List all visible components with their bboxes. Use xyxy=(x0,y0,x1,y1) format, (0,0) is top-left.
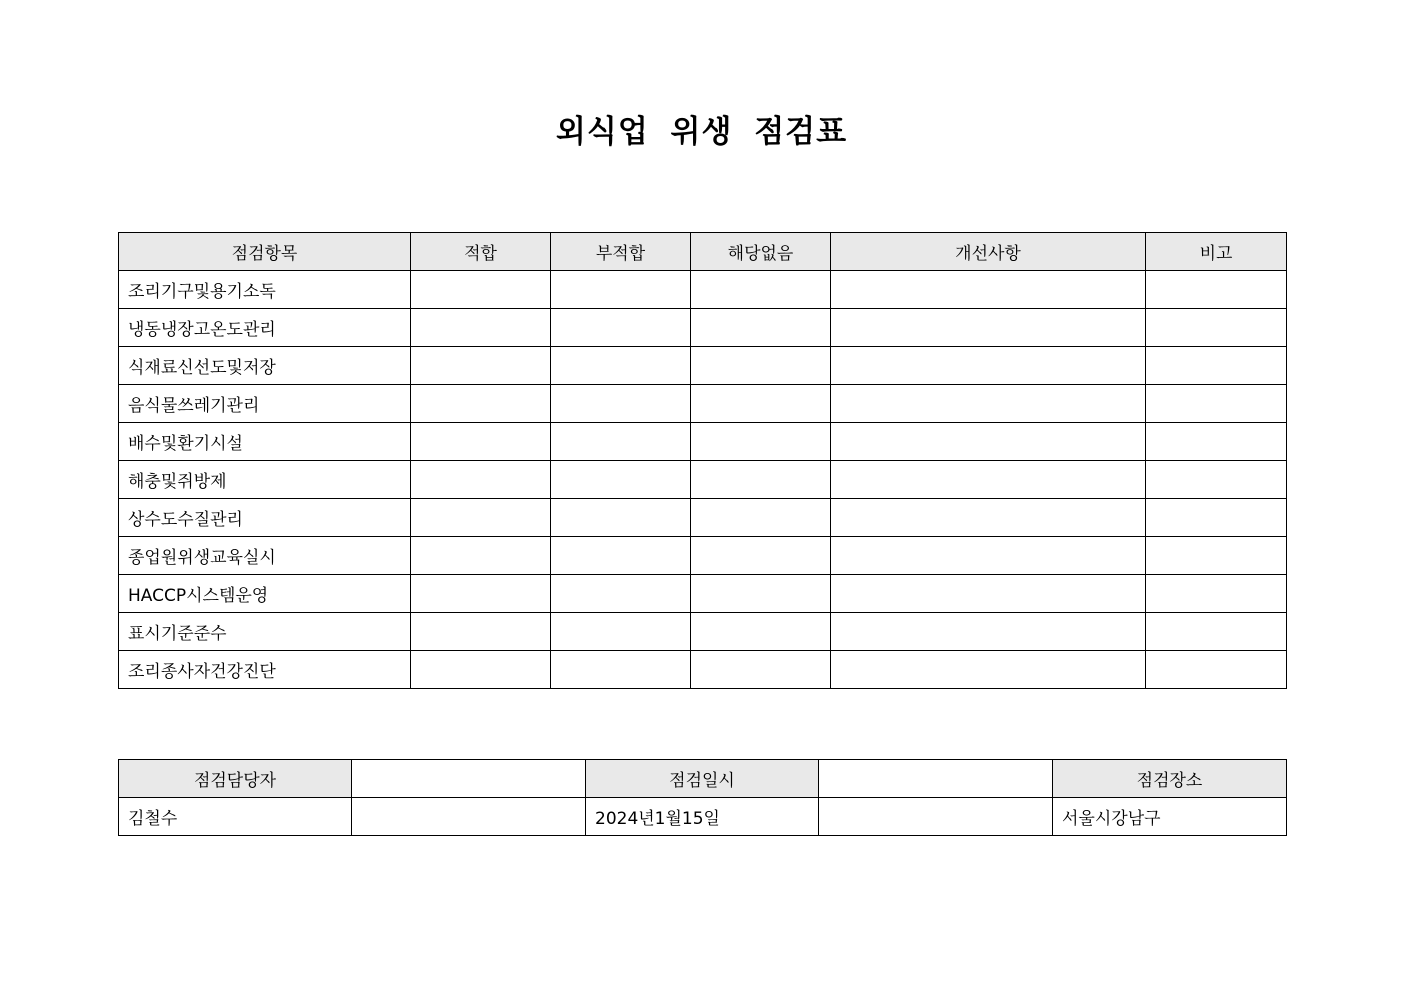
inspection-item-cell: 배수및환기시설 xyxy=(119,423,411,461)
not-applicable-cell xyxy=(691,575,831,613)
fail-cell xyxy=(551,651,691,689)
pass-cell xyxy=(411,423,551,461)
fail-cell xyxy=(551,385,691,423)
header-inspection-location: 점검장소 xyxy=(1053,760,1287,798)
improvement-cell xyxy=(831,271,1146,309)
pass-cell xyxy=(411,575,551,613)
info-value-row xyxy=(119,798,1287,836)
inspection-item-cell: 음식물쓰레기관리 xyxy=(119,385,411,423)
table-row xyxy=(119,271,1287,309)
inspection-item-cell: 해충및쥐방제 xyxy=(119,461,411,499)
table-row xyxy=(119,309,1287,347)
fail-cell xyxy=(551,537,691,575)
inspection-item-cell: HACCP시스템운영 xyxy=(119,575,411,613)
inspection-item-cell: 식재료신선도및저장 xyxy=(119,347,411,385)
fail-cell xyxy=(551,575,691,613)
inspection-item-cell: 조리종사자건강진단 xyxy=(119,651,411,689)
inspection-info-table xyxy=(118,759,1287,836)
remarks-cell xyxy=(1146,309,1287,347)
pass-cell xyxy=(411,347,551,385)
fail-cell xyxy=(551,423,691,461)
improvement-cell xyxy=(831,309,1146,347)
improvement-cell xyxy=(831,499,1146,537)
inspection-item-cell: 상수도수질관리 xyxy=(119,499,411,537)
improvement-cell xyxy=(831,385,1146,423)
remarks-cell xyxy=(1146,423,1287,461)
not-applicable-cell xyxy=(691,271,831,309)
table-row xyxy=(119,423,1287,461)
header-pass: 적합 xyxy=(411,233,551,271)
table-row xyxy=(119,385,1287,423)
table-header-row xyxy=(119,233,1287,271)
fail-cell xyxy=(551,461,691,499)
fail-cell xyxy=(551,309,691,347)
remarks-cell xyxy=(1146,575,1287,613)
header-not-applicable: 해당없음 xyxy=(691,233,831,271)
header-inspection-date: 점검일시 xyxy=(586,760,819,798)
not-applicable-cell xyxy=(691,537,831,575)
info-header-row xyxy=(119,760,1287,798)
improvement-cell xyxy=(831,537,1146,575)
not-applicable-cell xyxy=(691,423,831,461)
info-blank-cell xyxy=(352,760,586,798)
pass-cell xyxy=(411,385,551,423)
table-row xyxy=(119,651,1287,689)
remarks-cell xyxy=(1146,347,1287,385)
remarks-cell xyxy=(1146,499,1287,537)
fail-cell xyxy=(551,613,691,651)
table-row xyxy=(119,499,1287,537)
header-inspection-item: 점검항목 xyxy=(119,233,411,271)
not-applicable-cell xyxy=(691,309,831,347)
pass-cell xyxy=(411,309,551,347)
table-row xyxy=(119,461,1287,499)
info-blank-cell xyxy=(352,798,586,836)
inspection-item-cell: 냉동냉장고온도관리 xyxy=(119,309,411,347)
improvement-cell xyxy=(831,613,1146,651)
inspection-location: 서울시강남구 xyxy=(1053,798,1287,836)
not-applicable-cell xyxy=(691,499,831,537)
fail-cell xyxy=(551,347,691,385)
info-blank-cell xyxy=(819,798,1053,836)
info-blank-cell xyxy=(819,760,1053,798)
remarks-cell xyxy=(1146,385,1287,423)
inspection-item-cell: 종업원위생교육실시 xyxy=(119,537,411,575)
table-row xyxy=(119,575,1287,613)
remarks-cell xyxy=(1146,271,1287,309)
not-applicable-cell xyxy=(691,461,831,499)
improvement-cell xyxy=(831,461,1146,499)
inspection-item-cell: 조리기구및용기소독 xyxy=(119,271,411,309)
table-row xyxy=(119,537,1287,575)
fail-cell xyxy=(551,499,691,537)
not-applicable-cell xyxy=(691,347,831,385)
pass-cell xyxy=(411,499,551,537)
header-improvement: 개선사항 xyxy=(831,233,1146,271)
remarks-cell xyxy=(1146,461,1287,499)
inspection-checklist-table xyxy=(118,232,1287,689)
remarks-cell xyxy=(1146,651,1287,689)
improvement-cell xyxy=(831,347,1146,385)
not-applicable-cell xyxy=(691,613,831,651)
page-title: 외식업 위생 점검표 xyxy=(555,114,848,150)
inspection-date: 2024년1월15일 xyxy=(586,798,819,836)
fail-cell xyxy=(551,271,691,309)
pass-cell xyxy=(411,461,551,499)
pass-cell xyxy=(411,537,551,575)
remarks-cell xyxy=(1146,613,1287,651)
header-remarks: 비고 xyxy=(1146,233,1287,271)
pass-cell xyxy=(411,651,551,689)
table-row xyxy=(119,613,1287,651)
improvement-cell xyxy=(831,575,1146,613)
inspector-name: 김철수 xyxy=(119,798,352,836)
pass-cell xyxy=(411,271,551,309)
improvement-cell xyxy=(831,651,1146,689)
not-applicable-cell xyxy=(691,385,831,423)
pass-cell xyxy=(411,613,551,651)
inspection-item-cell: 표시기준준수 xyxy=(119,613,411,651)
header-inspector: 점검담당자 xyxy=(119,760,352,798)
table-row xyxy=(119,347,1287,385)
header-fail: 부적합 xyxy=(551,233,691,271)
remarks-cell xyxy=(1146,537,1287,575)
not-applicable-cell xyxy=(691,651,831,689)
improvement-cell xyxy=(831,423,1146,461)
